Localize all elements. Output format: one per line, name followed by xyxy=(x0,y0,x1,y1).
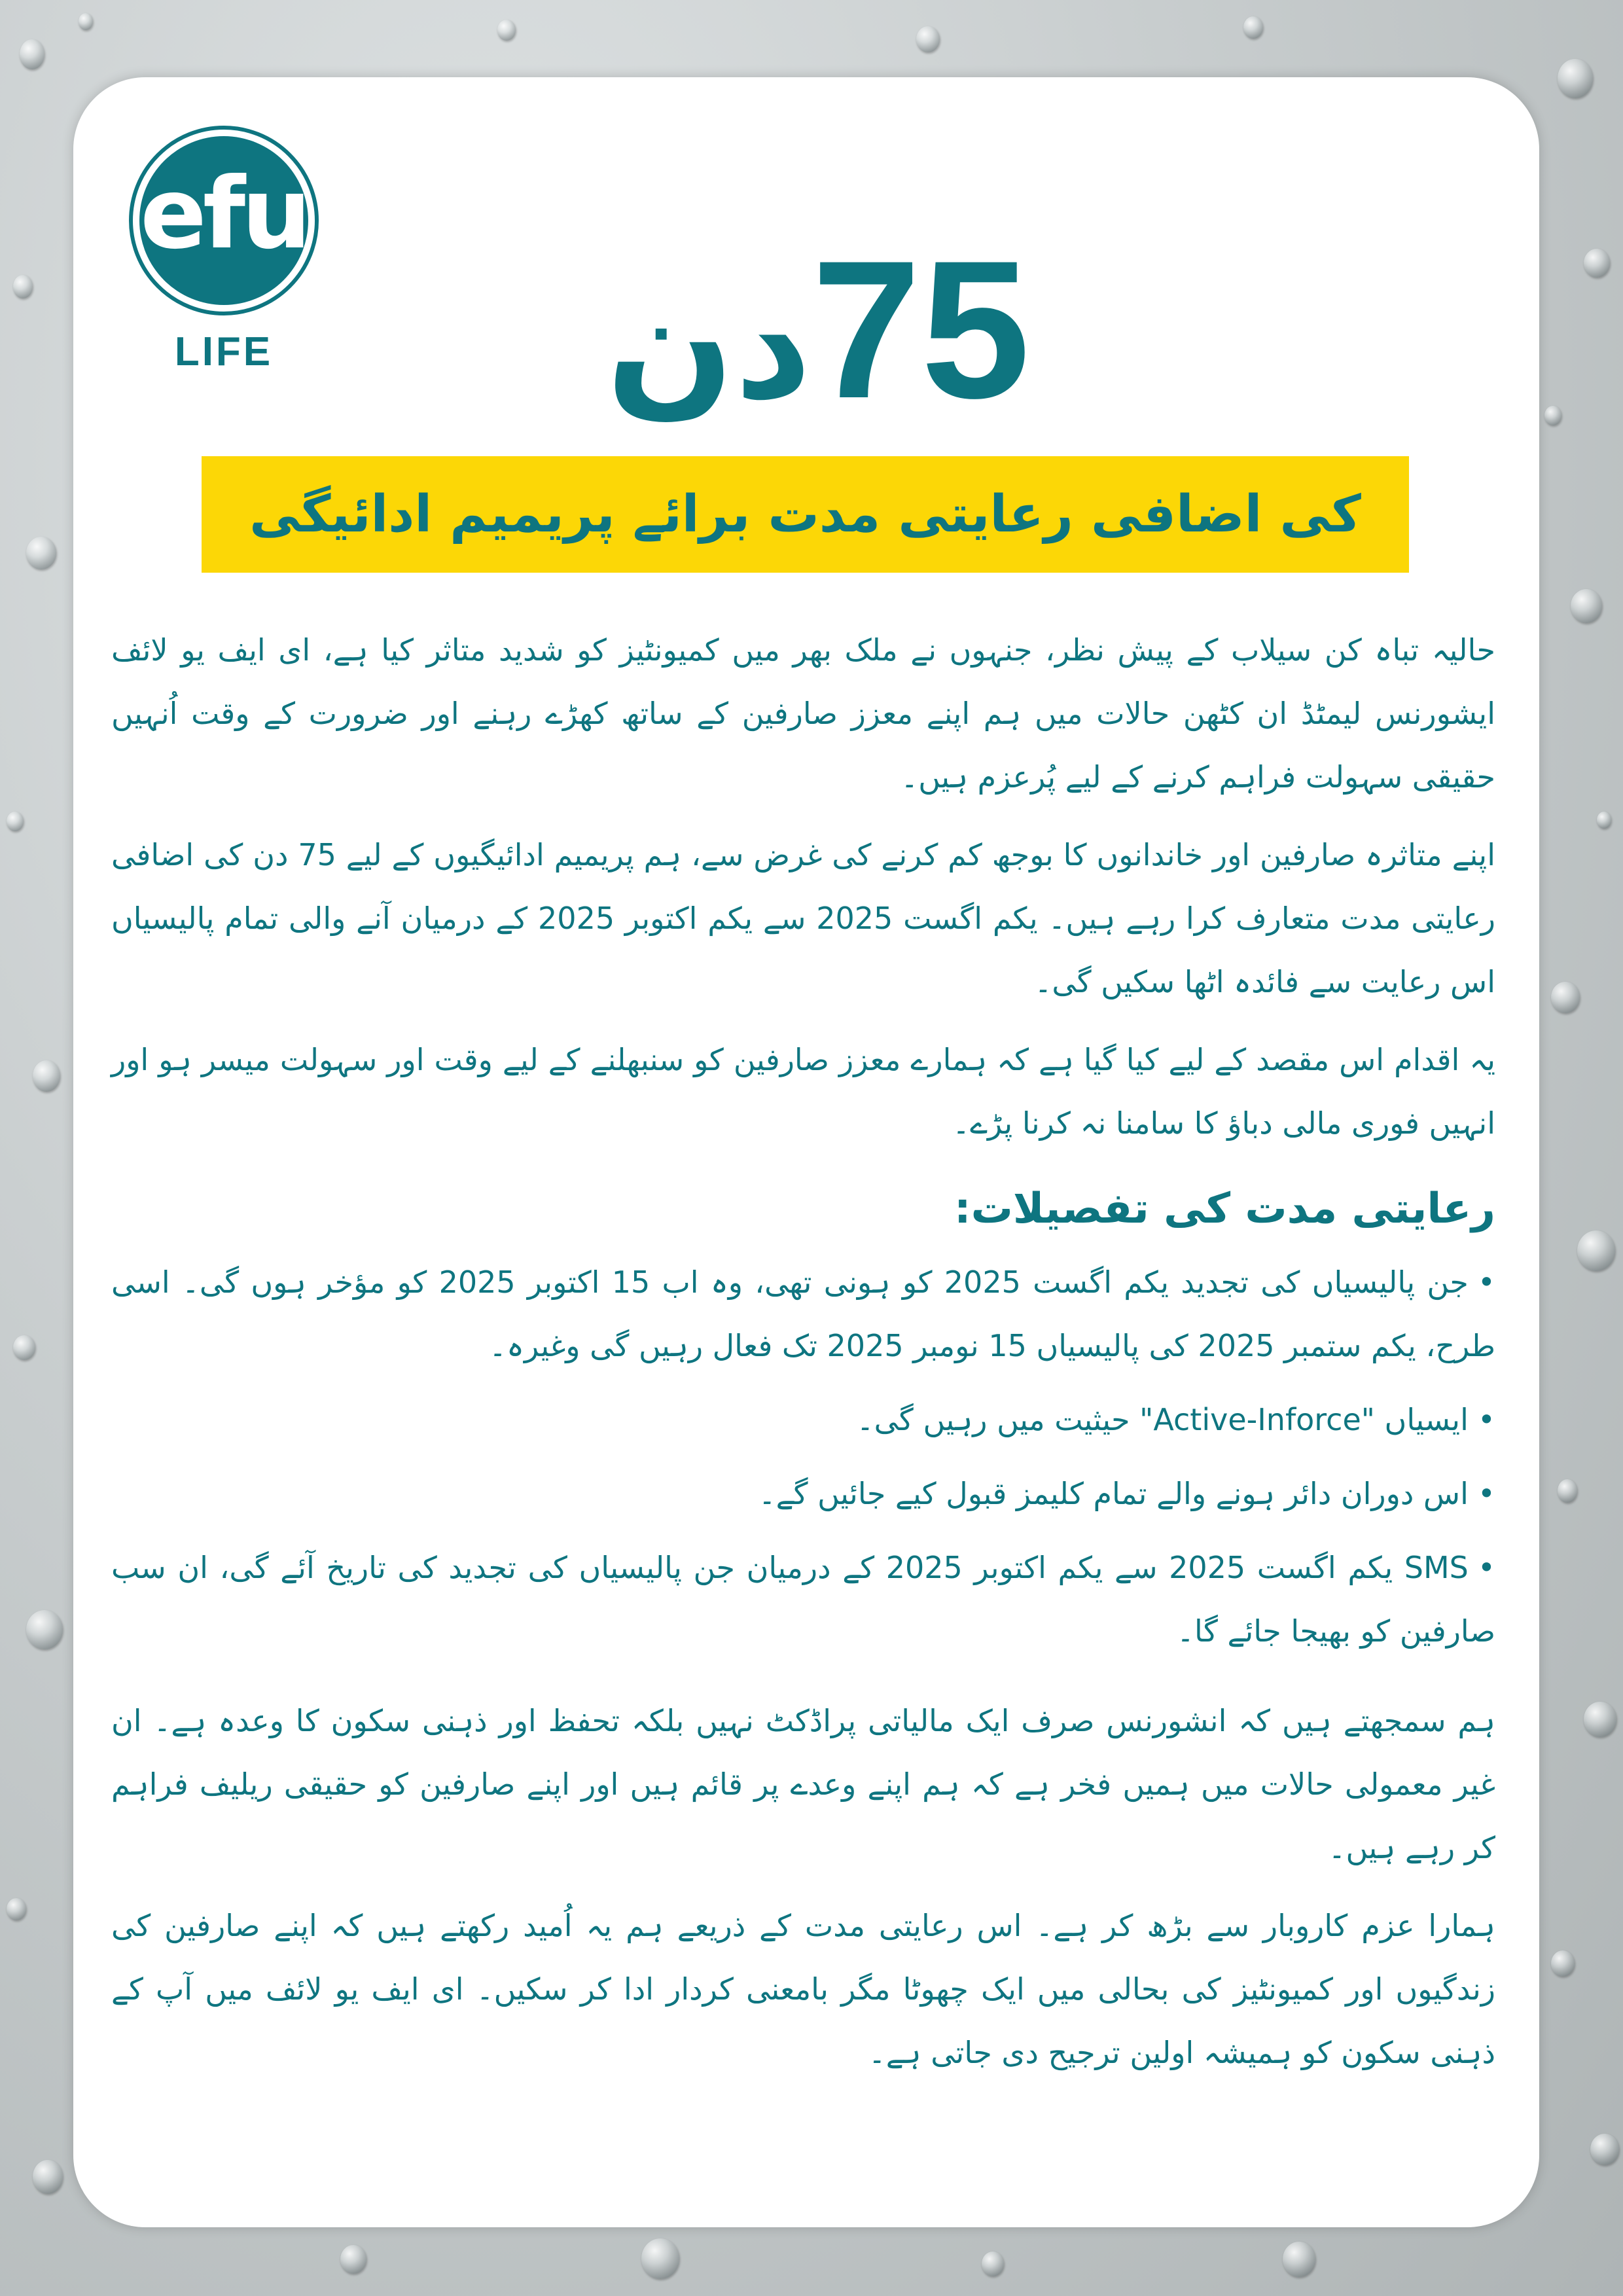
banner-text: کی اضافی رعایتی مدت برائے پریمیم ادائیگی xyxy=(249,485,1361,544)
detail-bullet xyxy=(111,1462,1495,1526)
bullet-marker: • xyxy=(1477,1402,1495,1437)
bullet-marker: • xyxy=(1477,1476,1495,1511)
headline-word: دن xyxy=(605,259,812,433)
title-banner xyxy=(202,456,1409,573)
logo-subtitle: LIFE xyxy=(174,329,274,374)
detail-bullet xyxy=(111,1388,1495,1452)
detail-bullet xyxy=(111,1251,1495,1378)
bullet-text: اس دوران دائر ہونے والے تمام کلیمز قبول کیے جائیں گے۔ xyxy=(758,1476,1469,1511)
closing-paragraph: ہم سمجھتے ہیں کہ انشورنس صرف ایک مالیاتی پراڈکٹ نہیں بلکہ تحفظ اور ذہنی سکون کا وعدہ ہے۔ ان غیر معمولی حالات میں ہمیں فخر ہے کہ ہم اپنے وعدے پر قائم ہیں اور اپنے صارفین کو حقیقی ریلیف فراہم کر رہے ہیں۔ xyxy=(111,1703,1495,1865)
headline-number: 75 xyxy=(812,219,1031,439)
bullet-marker: • xyxy=(1477,1550,1495,1585)
bullet-marker: • xyxy=(1477,1265,1495,1300)
purpose-paragraph: یہ اقدام اس مقصد کے لیے کیا گیا ہے کہ ہمارے معزز صارفین کو سنبھلنے کے لیے وقت اور سہولت میسر ہو اور انہیں فوری مالی دباؤ کا سامنا نہ کرنا پڑے۔ xyxy=(111,1042,1495,1141)
bullet-text: جن پالیسیاں کی تجدید یکم اگست 2025 کو ہونی تھی، وہ اب 15 اکتوبر 2025 کو مؤخر ہوں گی۔ اسی طرح، یکم ستمبر 2025 کی پالیسیاں 15 نومبر 2025 تک فعال رہیں گی وغیرہ۔ xyxy=(111,1265,1495,1363)
grace-period-paragraph: اپنے متاثرہ صارفین اور خاندانوں کا بوجھ کم کرنے کی غرض سے، ہم پریمیم ادائیگیوں کے لیے 75 دن کی اضافی رعایتی مدت متعارف کرا رہے ہیں۔ یکم اگست 2025 سے یکم اکتوبر 2025 کے درمیان آنے والی تمام پالیسیاں اس رعایت سے فائدہ اٹھا سکیں گی۔ xyxy=(111,837,1496,999)
intro-paragraph: حالیہ تباہ کن سیلاب کے پیش نظر، جنہوں نے ملک بھر میں کمیونٹیز کو شدید متاثر کیا ہے، ای ایف یو لائف ایشورنس لیمٹڈ ان کٹھن حالات میں ہم اپنے معزز صارفین کے ساتھ کھڑے رہنے اور ضرورت کے وقت اُنہیں حقیقی سہولت فراہم کرنے کے لیے پُرعزم ہیں۔ xyxy=(111,632,1495,795)
section-title: رعایتی مدت کی تفصیلات: xyxy=(954,1185,1495,1233)
detail-bullet xyxy=(111,1536,1495,1663)
notice-body xyxy=(111,619,1495,2099)
efu-life-logo xyxy=(129,126,325,374)
commitment-paragraph: ہمارا عزم کاروبار سے بڑھ کر ہے۔ اس رعایتی مدت کے ذریعے ہم یہ اُمید رکھتے ہیں کہ اپنے صارفین کی زندگیوں اور کمیونٹیز کی بحالی میں ایک چھوٹا مگر بامعنی کردار ادا کر سکیں۔ ای ایف یو لائف میں آپ کے ذہنی سکون کو ہمیشہ اولین ترجیح دی جاتی ہے۔ xyxy=(111,1908,1495,2070)
logo-mark: efu xyxy=(140,157,308,271)
bullet-text: SMS یکم اگست 2025 سے یکم اکتوبر 2025 کے درمیان جن پالیسیاں کی تجدید کی تاریخ آئے گی، ان سب صارفین کو بھیجا جائے گا۔ xyxy=(111,1550,1495,1649)
headline xyxy=(458,216,1178,452)
bullet-text: ایسیاں "Active-Inforce" حیثیت میں رہیں گی۔ xyxy=(856,1402,1469,1437)
